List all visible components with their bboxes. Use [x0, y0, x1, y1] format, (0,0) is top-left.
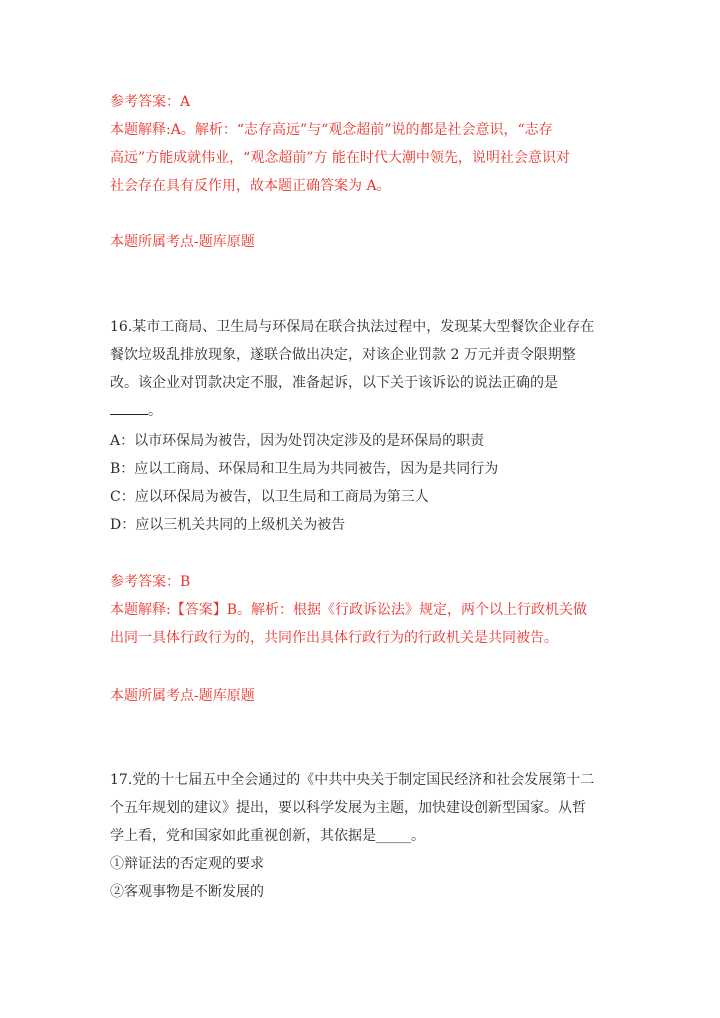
q15-explanation-line: 本题解释:A。解析：“志存高远”与“观念超前”说的都是社会意识，“志存	[110, 122, 553, 138]
q16-options	[110, 427, 620, 539]
q16-stem-line: 16.某市工商局、卫生局与环保局在联合执法过程中，发现某大型餐饮企业存在	[110, 319, 595, 335]
q16-stem-line: 餐饮垃圾乱排放现象，遂联合做出决定，对该企业罚款 2 万元并责令限期整	[110, 347, 576, 363]
q15-source: 本题所属考点-题库原题	[110, 234, 255, 250]
q16-stem-line: 改。该企业对罚款决定不服，准备起诉，以下关于该诉讼的说法正确的是	[110, 375, 558, 391]
q17-question	[110, 766, 620, 906]
q16-stem-end: 。	[148, 403, 162, 419]
q17-stem-line: 学上看，党和国家如此重视创新，其依据是_____。	[110, 828, 425, 844]
q17-item: ②客观事物是不断发展的	[110, 884, 264, 900]
q16-option-b: B：应以工商局、环保局和卫生局为共同被告，因为是共同行为	[110, 461, 499, 477]
q16-option-d: D：应以三机关共同的上级机关为被告	[110, 517, 346, 533]
q16-answer-block	[110, 568, 620, 652]
answer-blank	[110, 413, 148, 415]
q15-explanation-line: 高远”方能成就伟业，“观念超前”方 能在时代大潮中领先，说明社会意识对	[110, 150, 570, 166]
q15-source-block	[110, 228, 620, 256]
q16-explanation-line: 本题解释:【答案】B。解析：根据《行政诉讼法》规定，两个以上行政机关做	[110, 602, 588, 618]
q16-stem-end-line	[110, 397, 620, 425]
q16-source: 本题所属考点-题库原题	[110, 688, 255, 704]
q16-answer: 参考答案：B	[110, 574, 191, 590]
q16-source-block	[110, 682, 620, 710]
q15-explanation-line: 社会存在具有反作用，故本题正确答案为 A。	[110, 178, 391, 194]
q15-answer-block	[110, 88, 620, 200]
q16-option-a: A：以市环保局为被告，因为处罚决定涉及的是环保局的职责	[110, 433, 485, 449]
q16-option-c: C：应以环保局为被告，以卫生局和工商局为第三人	[110, 489, 429, 505]
q16-explanation-line: 出同一具体行政行为的，共同作出具体行政行为的行政机关是共同被告。	[110, 630, 558, 646]
q17-stem-line: 17.党的十七届五中全会通过的《中共中央关于制定国民经济和社会发展第十二	[110, 772, 595, 788]
q15-answer: 参考答案：A	[110, 94, 191, 110]
q17-item: ①辩证法的否定观的要求	[110, 856, 264, 872]
q16-question	[110, 313, 620, 425]
q17-stem-line: 个五年规划的建议》提出，要以科学发展为主题，加快建设创新型国家。从哲	[110, 800, 586, 816]
